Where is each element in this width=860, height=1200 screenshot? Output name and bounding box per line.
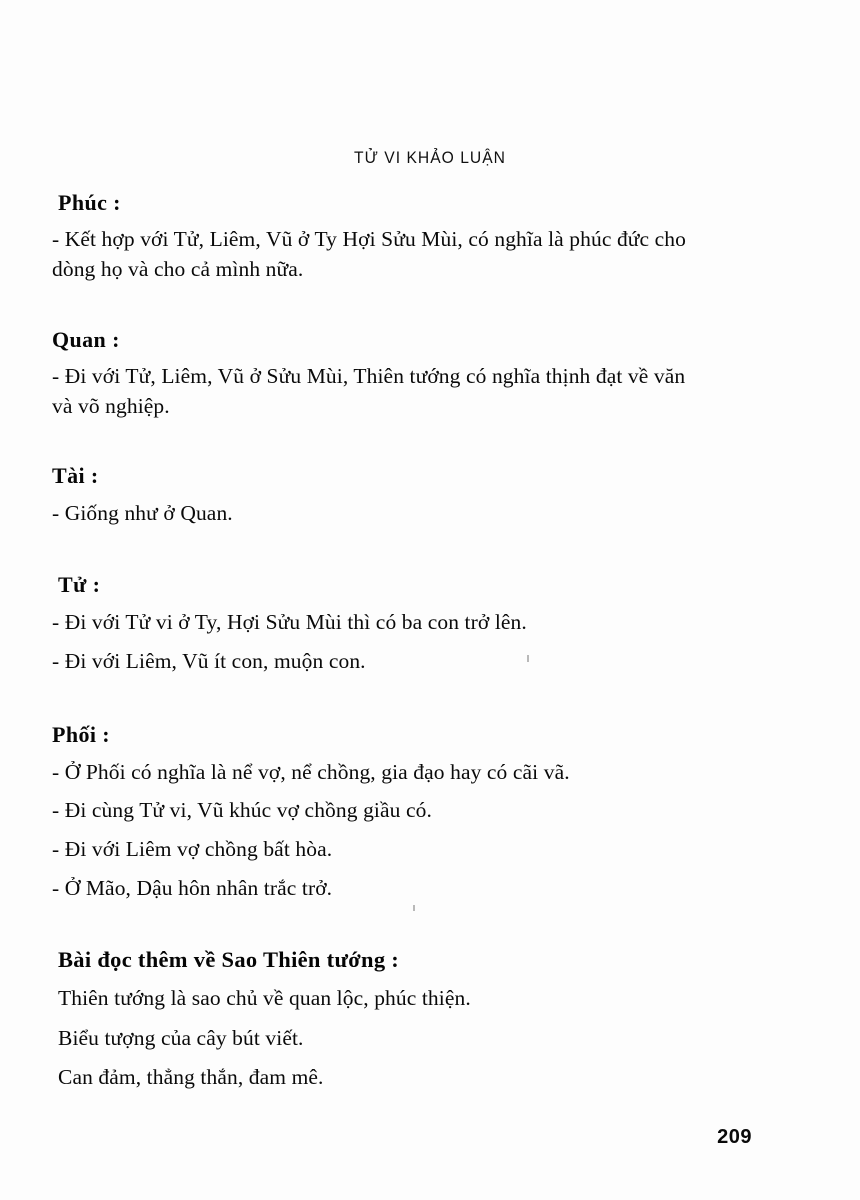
section-heading-quan: Quan :	[52, 326, 120, 352]
list-item: - Ở Phối có nghĩa là nể vợ, nể chồng, gia đạo hay có cãi vã.	[52, 759, 570, 784]
section-heading-tu: Tử :	[58, 572, 101, 598]
section-paragraph-tai: - Giống như ở Quan.	[52, 500, 233, 525]
section-heading-phoi: Phối :	[52, 722, 111, 748]
list-item: - Đi với Tử vi ở Ty, Hợi Sửu Mùi thì có ba con trở lên.	[52, 609, 527, 634]
section-tu	[52, 572, 752, 676]
bullet-list-phoi	[52, 758, 752, 904]
section-heading-tai: Tài :	[52, 463, 99, 489]
section-phuc	[52, 190, 752, 285]
section-quan	[52, 327, 752, 422]
scan-speck	[413, 905, 415, 911]
scan-speck	[527, 655, 529, 662]
section-paragraph-quan: - Đi với Tử, Liêm, Vũ ở Sửu Mùi, Thiên tướng có nghĩa thịnh đạt về văn và võ nghiệp.	[52, 364, 686, 418]
section-tai	[52, 463, 752, 528]
running-head: TỬ VI KHẢO LUẬN	[354, 148, 506, 167]
list-item: - Đi với Liêm vợ chồng bất hòa.	[52, 836, 333, 861]
list-item: - Đi cùng Tử vi, Vũ khúc vợ chồng giầu có.	[52, 798, 432, 823]
essay-title: Bài đọc thêm về Sao Thiên tướng :	[58, 947, 400, 973]
essay-line: Can đảm, thẳng thắn, đam mê.	[58, 1065, 324, 1090]
essay-line: Biểu tượng của cây bút viết.	[58, 1025, 304, 1050]
section-heading-phuc: Phúc :	[58, 190, 121, 215]
list-item: - Đi với Liêm, Vũ ít con, muộn con.	[52, 648, 366, 673]
page-number: 209	[717, 1126, 752, 1148]
essay-block	[52, 947, 752, 1093]
essay-line: Thiên tướng là sao chủ về quan lộc, phúc thiện.	[58, 986, 471, 1011]
body-text-block	[52, 190, 752, 1103]
section-paragraph-phuc: - Kết hợp với Tử, Liêm, Vũ ở Ty Hợi Sửu Mùi, có nghĩa là phúc đức cho dòng họ và cho cả mình nữa.	[52, 227, 687, 282]
bullet-list-tu	[52, 608, 752, 676]
list-item: - Ở Mão, Dậu hôn nhân trắc trở.	[52, 875, 333, 900]
section-phoi	[52, 722, 752, 903]
